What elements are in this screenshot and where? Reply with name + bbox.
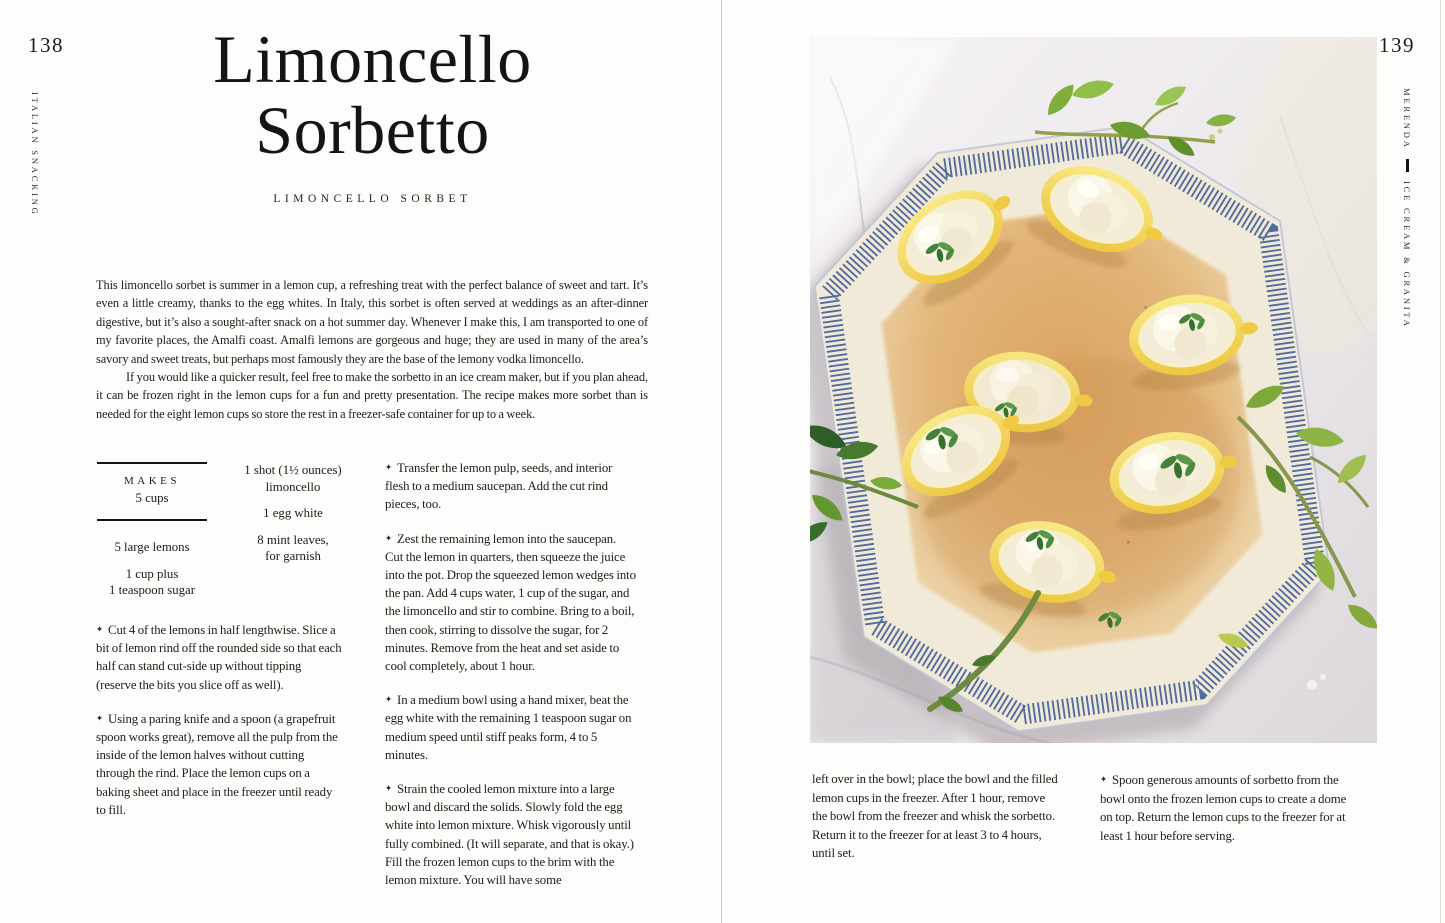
diamond-bullet-icon: ✦ [96, 624, 104, 634]
recipe-subtitle: LIMONCELLO SORBET [273, 193, 472, 205]
page-number-left: 138 [28, 33, 64, 57]
caption-continuation: left over in the bowl; place the bowl and the filled lemon cups in the freezer. After 1 hour, remove the bowl from the freezer and whisk the sorbetto. Return it to the freezer for at least 3 to 4 hours, until set. [812, 772, 1058, 861]
step-item [96, 620, 343, 694]
step-text: Cut 4 of the lemons in half lengthwise. Slice a bit of lemon rind off the rounded side so that each half can stand cut-side up without tipping (reserve the bits you slice off as well). [96, 623, 342, 692]
recipe-photo [810, 37, 1377, 743]
intro-paragraph: This limoncello sorbet is summer in a lemon cup, a refreshing treat with the perfect balance of sweet and tart. It’s even a little creamy, thanks to the egg whites. In Italy, this sorbet is often served at weddings as an after-dinner digestive, but it’s also a sought-after snack on a hot summer day. Whenever I make this, I am transported to one of my favorite places, the Amalfi coast. Amalfi lemons are gorgeous and huge; they are used in many of the area’s savory and sweet treats, but perhaps most famously they are the base of the lemony vodka limoncello. [96, 278, 648, 366]
spine-label-right [1402, 88, 1412, 328]
step-item [385, 458, 636, 514]
ingredient-item: 5 large lemons [114, 540, 190, 554]
makes-label: MAKES [123, 475, 180, 487]
diamond-bullet-icon: ✦ [385, 462, 393, 472]
caption-final-step [1100, 770, 1352, 845]
diamond-bullet-icon: ✦ [1100, 774, 1108, 784]
makes-box [97, 462, 207, 521]
step-item [385, 529, 636, 676]
ingredient-list-left [63, 539, 241, 609]
step-item [96, 709, 343, 819]
page-number-right: 139 [1379, 33, 1415, 57]
spine-label-left: ITALIAN SNACKING [30, 92, 40, 217]
spine-separator-bar [1406, 159, 1409, 172]
recipe-intro [96, 276, 648, 423]
step-item [385, 690, 636, 764]
ingredient-item: 8 mint leaves, for garnish [257, 532, 329, 563]
diamond-bullet-icon: ✦ [385, 694, 393, 705]
spine-label-chapter: MERENDA [1402, 88, 1412, 150]
diamond-bullet-icon: ✦ [385, 532, 393, 543]
steps-column-1 [96, 620, 343, 834]
intro-paragraph: If you would like a quicker result, feel free to make the sorbetto in an ice cream maker, but if you plan ahead, it can be frozen right in the lemon cups for a fun and pretty presentation. The recipe makes more sorbet than is needed for the eight lemon cups so store the rest in a freezer-safe container for up to a week. [96, 370, 648, 421]
spine-label-section: ICE CREAM & GRANITA [1402, 180, 1412, 329]
step-text: Spoon generous amounts of sorbetto from the bowl onto the frozen lemon cups to create a dome on top. Return the lemon cups to the freezer for at least 1 hour before serving. [1100, 773, 1347, 843]
ingredient-item: 1 cup plus 1 teaspoon sugar [108, 566, 195, 597]
ingredient-item: 1 egg white [263, 506, 323, 520]
steps-column-2 [385, 458, 636, 904]
page-edge-line [1440, 0, 1441, 923]
ingredient-list-right [223, 462, 363, 575]
step-text: Zest the remaining lemon into the saucepan. Cut the lemon in quarters, then squeeze the juice into the pot. Drop the squeezed lemon wedges into the pan. Add 4 cups water, 1 cup of the sugar, and the limoncello and stir to combine. Bring to a boil, then cook, stirring to dissolve the sugar, for 2 minutes. Remove from the heat and set aside to cool completely, about 1 hour. [385, 531, 636, 674]
recipe-title-line-2: Sorbetto [255, 92, 490, 168]
step-item [385, 779, 636, 889]
recipe-title-line-1: Limoncello [213, 21, 532, 97]
ingredient-item: 1 shot (1½ ounces) limoncello [244, 463, 342, 494]
step-text: In a medium bowl using a hand mixer, beat the egg white with the remaining 1 teaspoon sugar on medium speed until stiff peaks form, 4 to 5 minutes. [385, 693, 632, 762]
step-text: Strain the cooled lemon mixture into a large bowl and discard the solids. Slowly fold the egg white into lemon mixture. Whisk vigorously until fully combined. (It will separate, and that is okay.) Fill the frozen lemon cups to the brim with the lemon mixture. You will have some [385, 782, 634, 888]
sorbetto-photo-illustration [810, 37, 1377, 743]
step-text: Using a paring knife and a spoon (a grapefruit spoon works great), remove all the pulp from the inside of the lemon halves without cutting through the rind. Place the lemon cups on a baking sheet and place in the freezer until ready to fill. [96, 711, 338, 817]
page-gutter-divider [721, 0, 722, 923]
diamond-bullet-icon: ✦ [385, 783, 393, 794]
step-text: Transfer the lemon pulp, seeds, and interior flesh to a medium saucepan. Add the cut rind pieces, too. [385, 461, 613, 512]
recipe-title [96, 21, 649, 168]
makes-value: 5 cups [135, 491, 169, 505]
diamond-bullet-icon: ✦ [96, 712, 104, 723]
